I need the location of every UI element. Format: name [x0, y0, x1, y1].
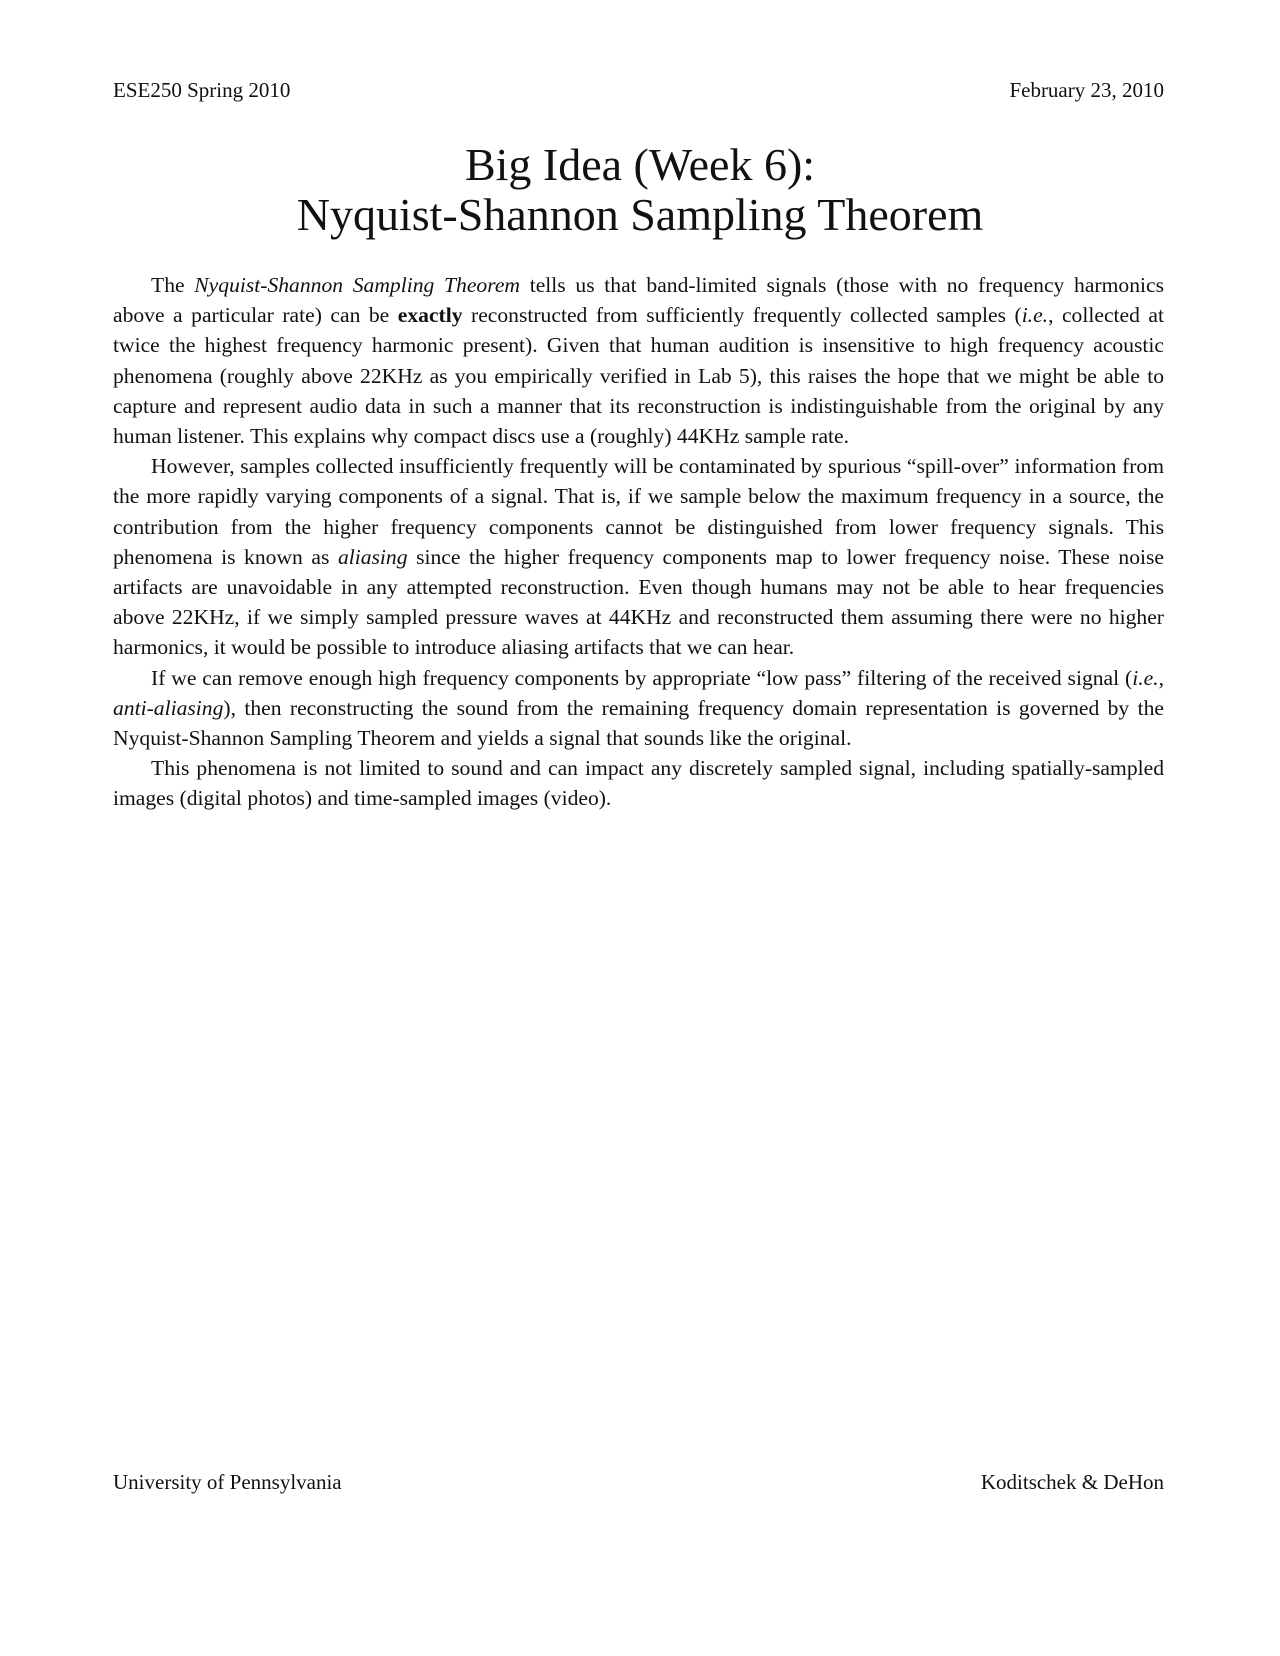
- text-run: since the higher frequency components map to lower frequency noise. These noise artifacts are unavoidable in any attempted reconstruction. Even though humans may not be able to hear frequencies above 22KHz, if we simply sampled pressure waves at 44KHz and reconstructed them assuming there were no higher harmonics, it would be possible to introduce aliasing artifacts that we can hear.: [113, 544, 1164, 660]
- page-footer: [113, 1470, 1164, 1495]
- text-run: reconstructed from sufficiently frequently collected samples (: [462, 303, 1022, 328]
- authors-label: Koditschek & DeHon: [980, 1470, 1164, 1494]
- text-run: This phenomena is not limited to sound and can impact any discretely sampled signal, including spatially-sampled images (digital photos) and time-sampled images (video).: [113, 756, 1164, 811]
- ie-italic: i.e.: [1132, 665, 1159, 690]
- course-label: ESE250 Spring 2010: [113, 78, 291, 102]
- text-run: ,: [1158, 665, 1164, 690]
- text-run: ), then reconstructing the sound from the remaining frequency domain representation is governed by the Nyquist-Shannon Sampling Theorem and yields a signal that sounds like the original.: [113, 695, 1164, 751]
- page-header: [113, 78, 1164, 103]
- institution-label: University of Pennsylvania: [113, 1470, 342, 1494]
- paragraph-2: [113, 451, 1164, 662]
- anti-aliasing-italic: anti-aliasing: [113, 695, 224, 720]
- paragraph-4: [113, 753, 1164, 813]
- text-run: , collected at twice the highest frequency harmonic present). Given that human audition is insensitive to high frequency acoustic phenomena (roughly above 22KHz as you empirically verified in Lab 5), this raises the hope that we might be able to capture and represent audio data in such a manner that its reconstruction is indistinguishable from the original by any human listener. This explains why compact discs use a (roughly) 44KHz sample rate.: [113, 303, 1164, 449]
- page-title: [0, 140, 1280, 240]
- paragraph-1: [113, 270, 1164, 451]
- document-body: [113, 270, 1164, 814]
- aliasing-italic: aliasing: [337, 544, 408, 569]
- theorem-name-italic: Nyquist-Shannon Sampling Theorem: [194, 273, 520, 297]
- text-run: However, samples collected insufficiently frequently will be contaminated by spurious “spill-over” information from the more rapidly varying components of a signal. That is, if we sample below the maximum frequency in a source, the contribution from the higher frequency components cannot be distinguished from lower frequency signals. This phenomena is known as: [113, 454, 1164, 569]
- paragraph-3: [113, 663, 1164, 754]
- text-run: tells us that band-limited signals (those with no frequency harmonics above a particular rate) can be: [113, 273, 1164, 328]
- text-run: The: [151, 273, 195, 297]
- ie-italic: i.e.: [1021, 303, 1049, 328]
- title-line-1: Big Idea (Week 6):: [464, 139, 816, 190]
- date-label: February 23, 2010: [1009, 78, 1164, 102]
- title-line-2: Nyquist-Shannon Sampling Theorem: [296, 189, 984, 240]
- exactly-bold: exactly: [397, 303, 463, 328]
- text-run: If we can remove enough high frequency components by appropriate “low pass” filtering of the received signal (: [151, 665, 1133, 690]
